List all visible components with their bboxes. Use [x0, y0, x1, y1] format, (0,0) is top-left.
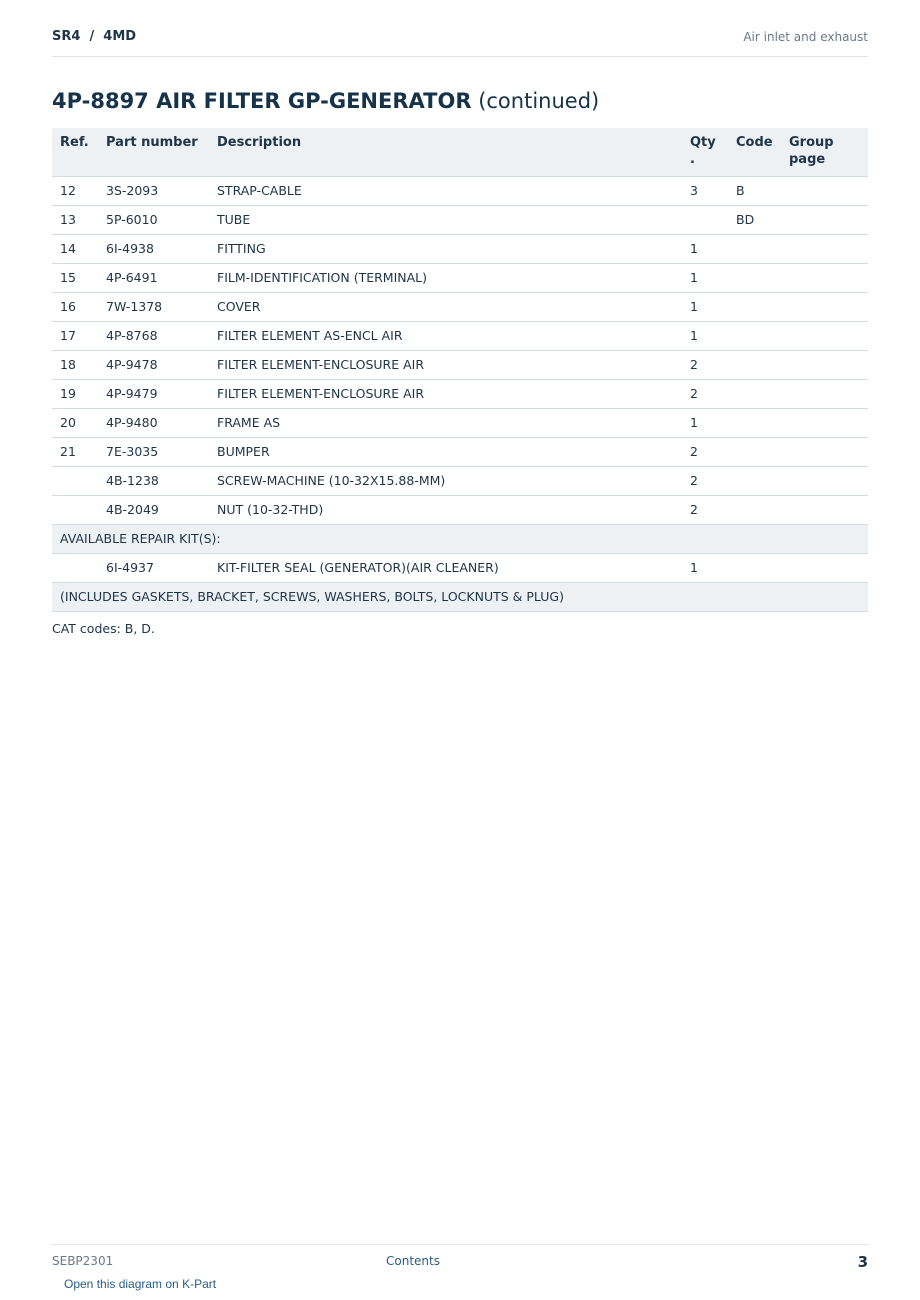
code-cell: [728, 467, 781, 496]
column-header-code: Code: [728, 128, 781, 177]
group-page-cell: [781, 293, 868, 322]
ref-cell: 19: [52, 380, 98, 409]
table-row: [52, 235, 868, 264]
description-cell: FITTING: [209, 235, 682, 264]
description-cell: NUT (10-32-THD): [209, 496, 682, 525]
ref-cell: 14: [52, 235, 98, 264]
description-cell: BUMPER: [209, 438, 682, 467]
part-number-cell: 4B-1238: [98, 467, 209, 496]
table-row: [52, 177, 868, 206]
ref-cell: [52, 496, 98, 525]
ref-cell: 16: [52, 293, 98, 322]
part-number-cell: 7W-1378: [98, 293, 209, 322]
cat-codes: CAT codes: B, D.: [52, 621, 155, 636]
code-cell: [728, 293, 781, 322]
group-page-cell: [781, 177, 868, 206]
qty-cell: [682, 206, 728, 235]
column-header-description: Description: [209, 128, 682, 177]
column-header-group-page: Group page: [781, 128, 868, 177]
table-row: [52, 351, 868, 380]
code-cell: BD: [728, 206, 781, 235]
description-cell: TUBE: [209, 206, 682, 235]
table-row: [52, 264, 868, 293]
group-page-cell: [781, 351, 868, 380]
group-page-cell: [781, 409, 868, 438]
qty-cell: 1: [682, 235, 728, 264]
group-page-cell: [781, 206, 868, 235]
part-number-cell: 4P-9480: [98, 409, 209, 438]
description-cell: FILM-IDENTIFICATION (TERMINAL): [209, 264, 682, 293]
code-cell: [728, 438, 781, 467]
ref-cell: 20: [52, 409, 98, 438]
part-number-cell: 4B-2049: [98, 496, 209, 525]
group-page-cell: [781, 322, 868, 351]
ref-cell: [52, 554, 98, 583]
qty-cell: 2: [682, 438, 728, 467]
table-row: [52, 206, 868, 235]
part-number-cell: 4P-9479: [98, 380, 209, 409]
code-cell: [728, 554, 781, 583]
table-row: [52, 467, 868, 496]
page-number: 3: [857, 1253, 868, 1271]
kit-note-row: [52, 583, 868, 612]
qty-cell: 1: [682, 409, 728, 438]
ref-cell: 18: [52, 351, 98, 380]
column-header-ref: Ref.: [52, 128, 98, 177]
part-number-cell: 5P-6010: [98, 206, 209, 235]
group-page-cell: [781, 467, 868, 496]
part-number-cell: 4P-8768: [98, 322, 209, 351]
table-row: [52, 322, 868, 351]
parts-table-body: [52, 177, 868, 612]
ref-cell: 17: [52, 322, 98, 351]
part-number-cell: 3S-2093: [98, 177, 209, 206]
column-header-part-number: Part number: [98, 128, 209, 177]
qty-cell: 2: [682, 467, 728, 496]
description-cell: STRAP-CABLE: [209, 177, 682, 206]
group-page-cell: [781, 235, 868, 264]
parts-table: [52, 128, 868, 612]
ref-cell: [52, 467, 98, 496]
ref-cell: 21: [52, 438, 98, 467]
repair-kits-label: AVAILABLE REPAIR KIT(S):: [52, 525, 868, 554]
column-header-qty: Qty .: [682, 128, 728, 177]
code-cell: [728, 322, 781, 351]
part-number-cell: 7E-3035: [98, 438, 209, 467]
ref-cell: 15: [52, 264, 98, 293]
group-page-cell: [781, 438, 868, 467]
code-cell: [728, 409, 781, 438]
qty-cell: 2: [682, 351, 728, 380]
repair-kits-label-row: [52, 525, 868, 554]
title-main: 4P-8897 AIR FILTER GP-GENERATOR: [52, 89, 472, 113]
qty-cell: 2: [682, 496, 728, 525]
table-row: [52, 380, 868, 409]
code-cell: [728, 496, 781, 525]
description-cell: SCREW-MACHINE (10-32X15.88-MM): [209, 467, 682, 496]
table-header-row: [52, 128, 868, 177]
code-cell: B: [728, 177, 781, 206]
page-title: [52, 89, 599, 113]
contents-link[interactable]: Contents: [386, 1254, 440, 1268]
group-page-cell: [781, 554, 868, 583]
description-cell: FILTER ELEMENT AS-ENCL AIR: [209, 322, 682, 351]
qty-cell: 1: [682, 293, 728, 322]
page-footer: [52, 1244, 868, 1271]
qty-cell: 3: [682, 177, 728, 206]
qty-cell: 1: [682, 322, 728, 351]
kit-note: (INCLUDES GASKETS, BRACKET, SCREWS, WASHERS, BOLTS, LOCKNUTS & PLUG): [52, 583, 868, 612]
description-cell: KIT-FILTER SEAL (GENERATOR)(AIR CLEANER): [209, 554, 682, 583]
part-number-cell: 4P-6491: [98, 264, 209, 293]
group-page-cell: [781, 496, 868, 525]
code-cell: [728, 264, 781, 293]
table-row: [52, 554, 868, 583]
title-suffix: (continued): [478, 89, 600, 113]
code-cell: [728, 235, 781, 264]
qty-cell: 2: [682, 380, 728, 409]
qty-cell: 1: [682, 554, 728, 583]
table-row: [52, 496, 868, 525]
part-number-cell: 6I-4937: [98, 554, 209, 583]
description-cell: FILTER ELEMENT-ENCLOSURE AIR: [209, 380, 682, 409]
group-page-cell: [781, 264, 868, 293]
group-page-cell: [781, 380, 868, 409]
section-label: Air inlet and exhaust: [743, 30, 868, 44]
table-row: [52, 293, 868, 322]
description-cell: FRAME AS: [209, 409, 682, 438]
description-cell: FILTER ELEMENT-ENCLOSURE AIR: [209, 351, 682, 380]
table-row: [52, 438, 868, 467]
description-cell: COVER: [209, 293, 682, 322]
qty-cell: 1: [682, 264, 728, 293]
part-number-cell: 6I-4938: [98, 235, 209, 264]
ref-cell: 13: [52, 206, 98, 235]
code-cell: [728, 351, 781, 380]
table-row: [52, 409, 868, 438]
page-header: [52, 28, 868, 57]
ref-cell: 12: [52, 177, 98, 206]
code-cell: [728, 380, 781, 409]
part-number-cell: 4P-9478: [98, 351, 209, 380]
open-diagram-link[interactable]: Open this diagram on K-Part: [64, 1277, 217, 1291]
document-number: SEBP2301: [52, 1254, 114, 1268]
model-label: SR4 / 4MD: [52, 29, 137, 44]
